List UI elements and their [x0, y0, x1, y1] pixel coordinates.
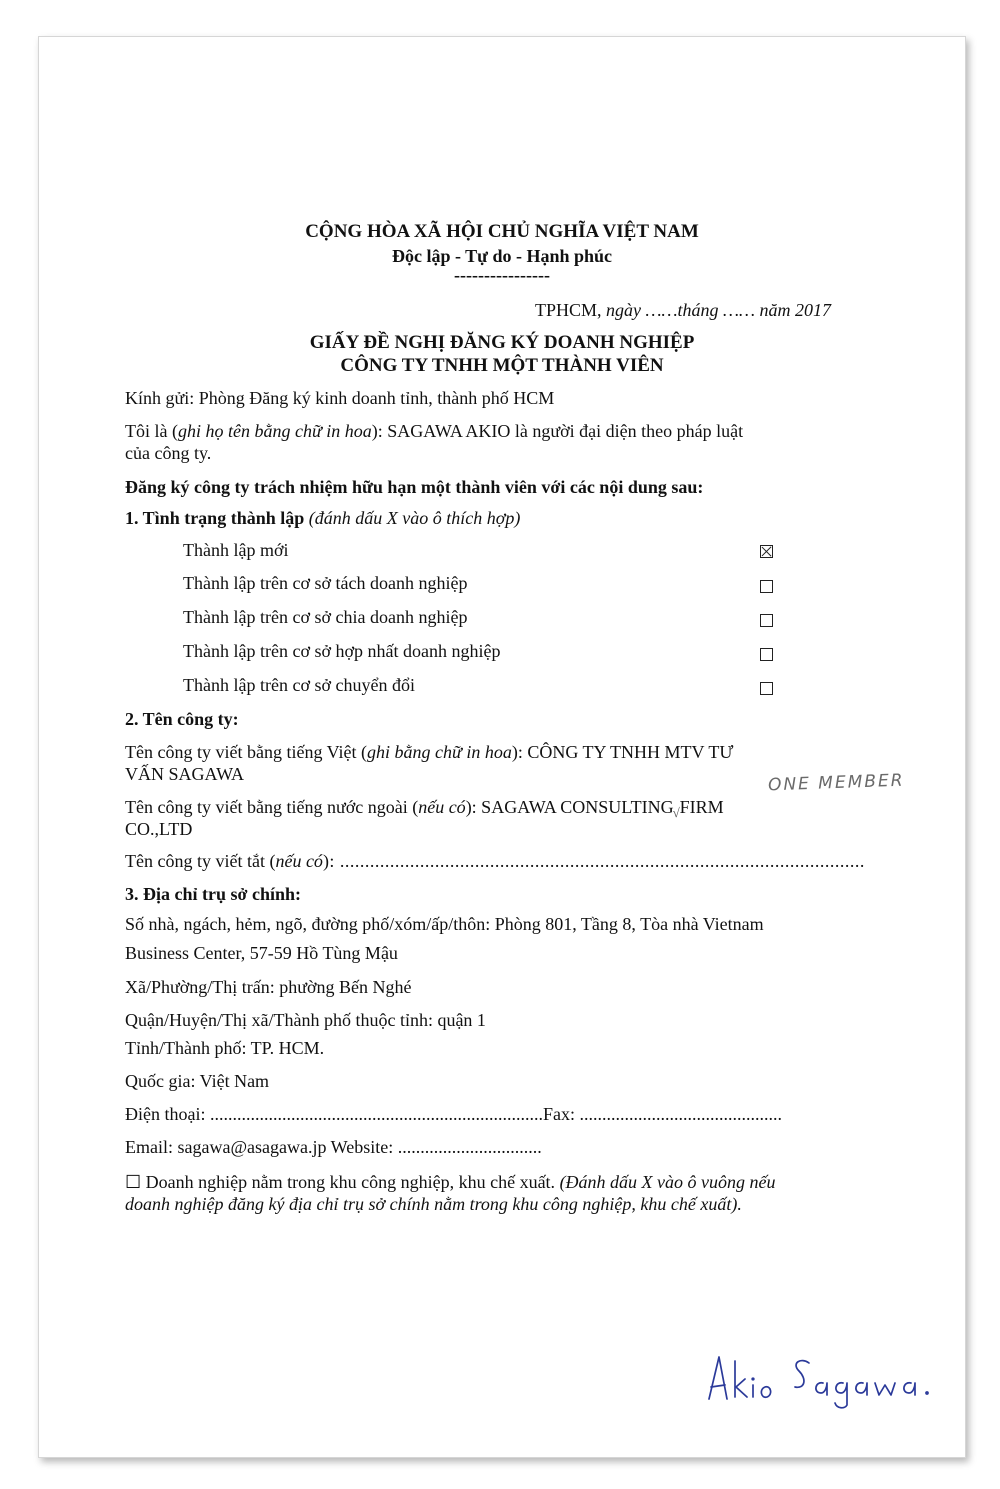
address-street-line2: Business Center, 57-59 Hồ Tùng Mậu — [125, 943, 398, 963]
section2-heading: 2. Tên công ty: — [125, 709, 239, 729]
representative-line2: của công ty. — [125, 443, 212, 463]
company-name-foreign-line2: CO.,LTD — [125, 819, 193, 839]
industrial-zone-hint2: doanh nghiệp đăng ký địa chỉ trụ sở chính nằm trong khu công nghiệp, khu chế xuất). — [125, 1194, 742, 1214]
document-page — [38, 36, 966, 1458]
company-name-foreign-firm: FIRM — [679, 797, 724, 817]
company-name-abbr-prefix: Tên công ty viết tắt ( — [125, 851, 276, 871]
representative-line — [125, 421, 743, 442]
address-street-line1: Số nhà, ngách, hẻm, ngõ, đường phố/xóm/ấp/thôn: Phòng 801, Tầng 8, Tòa nhà Vietnam — [125, 914, 764, 934]
date-value: ngày ……tháng …… năm 2017 — [605, 300, 831, 320]
address-province: Tỉnh/Thành phố: TP. HCM. — [125, 1038, 325, 1058]
representative-suffix: ): SAGAWA AKIO là người đại diện theo pháp luật — [371, 421, 744, 441]
company-name-foreign-prefix: Tên công ty viết bằng tiếng nước ngoài ( — [125, 797, 419, 817]
phone-fax-line: Điện thoại: ..........................................................................Fax: ............................................. — [125, 1104, 782, 1124]
industrial-zone-line — [125, 1172, 776, 1193]
section1-hint: (đánh dấu X vào ô thích hợp) — [308, 508, 521, 528]
option-checkbox-new[interactable] — [760, 545, 773, 558]
email-website-line: Email: sagawa@asagawa.jp Website: ................................ — [125, 1137, 542, 1157]
section1-title: 1. Tình trạng thành lập — [125, 508, 305, 528]
company-name-foreign-hint: nếu có — [418, 797, 466, 817]
company-name-abbr — [125, 851, 865, 872]
address-district: Quận/Huyện/Thị xã/Thành phố thuộc tỉnh: quận 1 — [125, 1010, 486, 1030]
handwritten-insert: ONE MEMBER — [767, 770, 905, 796]
company-name-vn-line2: VẤN SAGAWA — [125, 764, 245, 784]
option-checkbox-divide[interactable] — [760, 614, 773, 627]
option-checkbox-merge[interactable] — [760, 648, 773, 661]
address-ward: Xã/Phường/Thị trấn: phường Bến Nghé — [125, 977, 412, 997]
company-name-abbr-hint: nếu có — [275, 851, 323, 871]
section3-heading: 3. Địa chỉ trụ sở chính: — [125, 884, 301, 904]
company-name-vn-prefix: Tên công ty viết bằng tiếng Việt ( — [125, 742, 368, 762]
company-name-abbr-suffix: ): ......................................................................................................... — [322, 851, 865, 871]
option-checkbox-split[interactable] — [760, 580, 773, 593]
national-motto: Độc lập - Tự do - Hạnh phúc — [391, 246, 613, 266]
industrial-zone-checkbox[interactable]: ☐ — [125, 1172, 142, 1192]
industrial-zone-hint1: (Đánh dấu X vào ô vuông nếu — [559, 1172, 776, 1192]
company-name-vn — [125, 742, 733, 763]
option-label: Thành lập mới — [183, 540, 289, 560]
option-label: Thành lập trên cơ sở tách doanh nghiệp — [183, 573, 468, 593]
option-label: Thành lập trên cơ sở chia doanh nghiệp — [183, 607, 468, 627]
option-checkbox-convert[interactable] — [760, 682, 773, 695]
representative-prefix: Tôi là ( — [125, 421, 178, 441]
address-country: Quốc gia: Việt Nam — [125, 1071, 270, 1091]
company-name-foreign-suffix: ): SAGAWA CONSULTING — [465, 797, 674, 817]
company-name-vn-hint: ghi bằng chữ in hoa — [367, 742, 512, 762]
option-label: Thành lập trên cơ sở hợp nhất doanh nghiệp — [183, 641, 501, 661]
company-name-vn-suffix: ): CÔNG TY TNHH MTV TƯ — [511, 742, 734, 762]
form-title-line2: CÔNG TY TNHH MỘT THÀNH VIÊN — [340, 355, 664, 376]
register-heading: Đăng ký công ty trách nhiệm hữu hạn một thành viên với các nội dung sau: — [125, 477, 704, 497]
date-line — [535, 300, 831, 321]
national-title: CỘNG HÒA XÃ HỘI CHỦ NGHĨA VIỆT NAM — [305, 221, 699, 242]
addressee: Kính gửi: Phòng Đăng ký kinh doanh tỉnh, thành phố HCM — [125, 388, 555, 408]
date-place: TPHCM, — [534, 300, 602, 320]
handwritten-signature — [705, 1349, 945, 1409]
option-label: Thành lập trên cơ sở chuyển đổi — [183, 675, 415, 695]
form-title-line1: GIẤY ĐỀ NGHỊ ĐĂNG KÝ DOANH NGHIỆP — [309, 332, 695, 353]
representative-hint: ghi họ tên bằng chữ in hoa — [177, 421, 372, 441]
header-rule: ---------------- — [454, 265, 550, 285]
industrial-zone-text: Doanh nghiệp nằm trong khu công nghiệp, khu chế xuất. — [145, 1172, 556, 1192]
section1-heading — [125, 508, 520, 529]
company-name-foreign: Tên công ty viết bằng tiếng nước ngoài (nếu có): SAGAWA CONSULTING √ FIRM — [125, 797, 724, 820]
